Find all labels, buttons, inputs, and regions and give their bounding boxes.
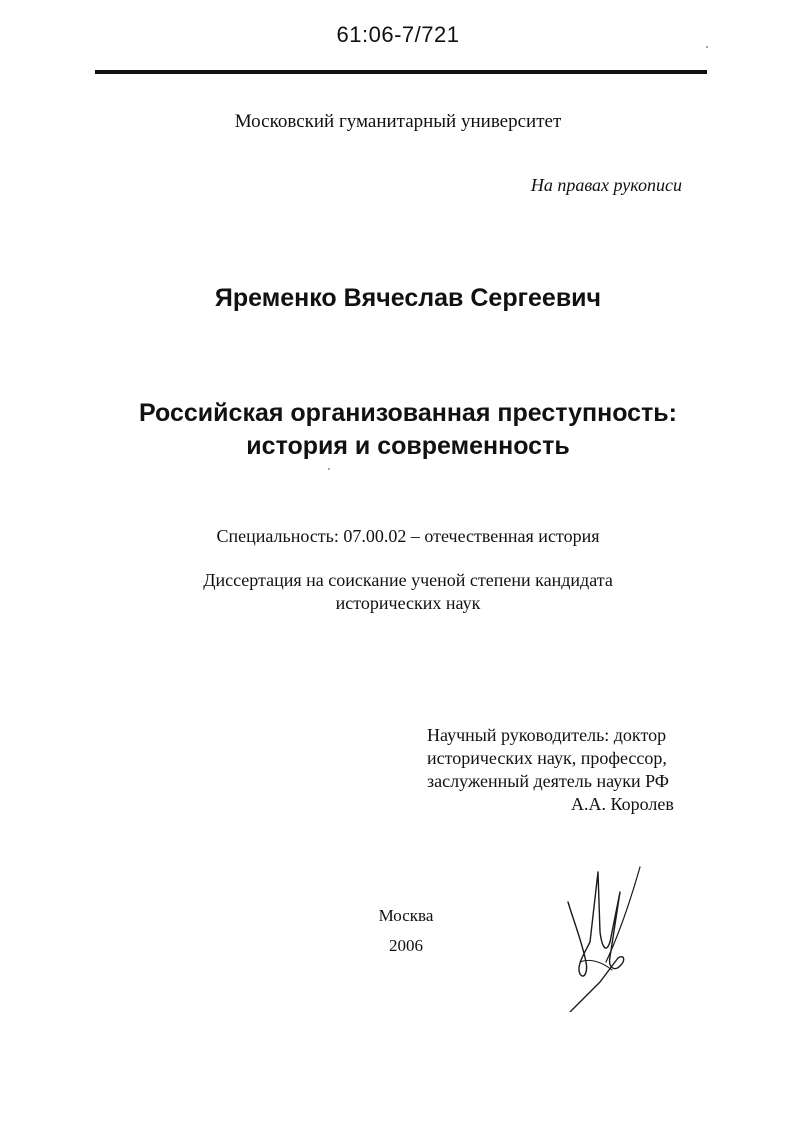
degree-statement — [0, 569, 796, 615]
advisor-name: А.А. Королев — [571, 794, 674, 814]
degree-line-1: Диссертация на соискание ученой степени кандидата — [203, 570, 613, 590]
catalog-code: 61:06-7/721 — [336, 22, 460, 47]
university-name: Московский гуманитарный университет — [234, 111, 562, 132]
specialty: Специальность: 07.00.02 – отечественная история — [216, 526, 600, 546]
year: 2006 — [389, 936, 423, 955]
scientific-advisor — [427, 724, 727, 816]
thesis-title-line-1: Российская организованная преступность: — [139, 399, 677, 427]
scan-speck — [706, 46, 708, 48]
degree-line-2: исторических наук — [335, 593, 481, 613]
thesis-title-line-2: история и современность — [246, 432, 570, 460]
thesis-title — [0, 397, 796, 463]
author-name: Яременко Вячеслав Сергеевич — [214, 284, 602, 312]
city: Москва — [378, 906, 434, 925]
scan-speck — [328, 468, 330, 470]
advisor-line-1: Научный руководитель: доктор — [427, 725, 667, 745]
manuscript-note: На правах рукописи — [530, 175, 682, 195]
top-divider — [95, 70, 707, 74]
advisor-line-3: заслуженный деятель науки РФ — [427, 771, 669, 791]
advisor-line-2: исторических наук, профессор, — [427, 748, 667, 768]
